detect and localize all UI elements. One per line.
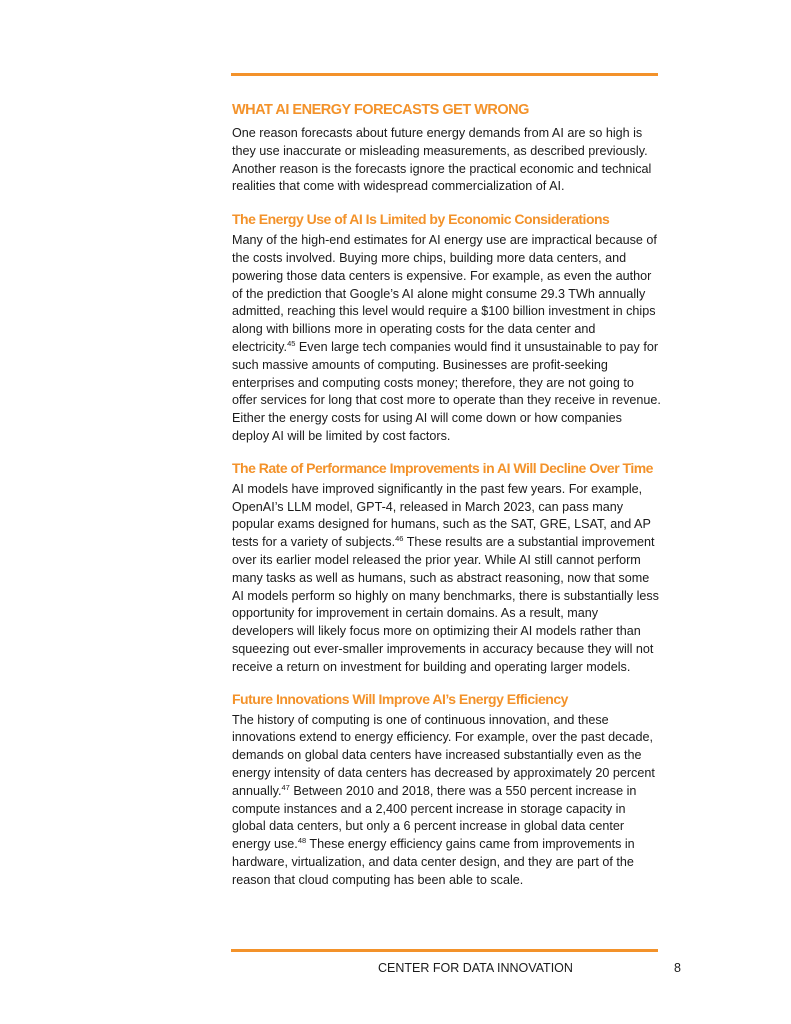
economic-section-heading: The Energy Use of AI Is Limited by Economic Considerations [232, 211, 610, 228]
footnote-47: 47 [281, 782, 290, 792]
footer-organization: CENTER FOR DATA INNOVATION [378, 961, 573, 975]
economic-text-part-1: Many of the high-end estimates for AI energy use are impractical because of the costs involved. Buying more chips, building more data centers, and powering those data centers is expensive. For example, as even the author of the prediction that Google’s AI alone might consume 29.3 TWh annually admitted, reaching this level would require a $100 billion investment in chips along with billions more in operating costs for the data center and electricity. [232, 233, 657, 354]
footnote-45: 45 [287, 338, 296, 348]
footnote-46: 46 [395, 534, 404, 544]
innovations-text-part-2: Between 2010 and 2018, there was a 550 percent increase in compute instances and a 2,400 percent increase in storage capacity in global data centers, but only a 6 percent increase in global data center energy use. [232, 783, 637, 852]
economic-section-paragraph [232, 232, 662, 446]
footnote-48: 48 [297, 836, 307, 846]
top-divider [231, 73, 658, 76]
performance-section-paragraph [232, 481, 662, 677]
page-number: 8 [674, 961, 681, 975]
performance-text-part-2: These results are a substantial improvement over its earlier model released the prior year. While AI still cannot perform many tasks as well as humans, such as abstract reasoning, now that some AI models perform so highly on many benchmarks, there is substantially less opportunity for improvement in certain domains. As a result, many developers will likely focus more on optimizing their AI models rather than squeezing out ever-smaller improvements in accuracy because they will not receive a return on investment for building and operating larger models. [232, 535, 659, 674]
innovations-text-part-3: These energy efficiency gains came from improvements in hardware, virtualization, and data center design, and they are part of the reason that cloud computing has been able to scale. [232, 837, 635, 887]
performance-text-part-1: AI models have improved significantly in the past few years. For example, OpenAI’s LLM model, GPT-4, released in March 2023, can pass many popular exams designed for humans, such as the SAT, GRE, LSAT, and AP tests for a variety of subjects. [232, 481, 651, 550]
document-body [232, 101, 662, 889]
bottom-divider [231, 949, 658, 952]
innovations-text-part-1: The history of computing is one of continuous innovation, and these innovations extend to energy efficiency. For example, over the past decade, demands on global data centers have increased substantially even as the energy intensity of data centers has decreased by approximately 20 percent annually. [232, 712, 655, 798]
main-heading: WHAT AI ENERGY FORECASTS GET WRONG [232, 102, 529, 118]
innovations-section-paragraph [232, 712, 662, 890]
performance-section-heading: The Rate of Performance Improvements in AI Will Decline Over Time [232, 459, 653, 476]
innovations-section-heading: Future Innovations Will Improve AI’s Energy Efficiency [232, 690, 568, 707]
intro-paragraph: One reason forecasts about future energy demands from AI are so high is they use inaccurate or misleading measurements, as described previously. Another reason is the forecasts ignore the practical economic and technical realities that come with widespread commercialization of AI. [232, 126, 652, 194]
economic-text-part-2: Even large tech companies would find it unsustainable to pay for such massive amounts of computing. Businesses are profit-seeking enterprises and computing costs money; therefore, they are not going to offer services for long that cost more to operate than they receive in revenue. Either the energy costs for using AI will come down or how companies deploy AI will be limited by cost factors. [232, 339, 661, 443]
